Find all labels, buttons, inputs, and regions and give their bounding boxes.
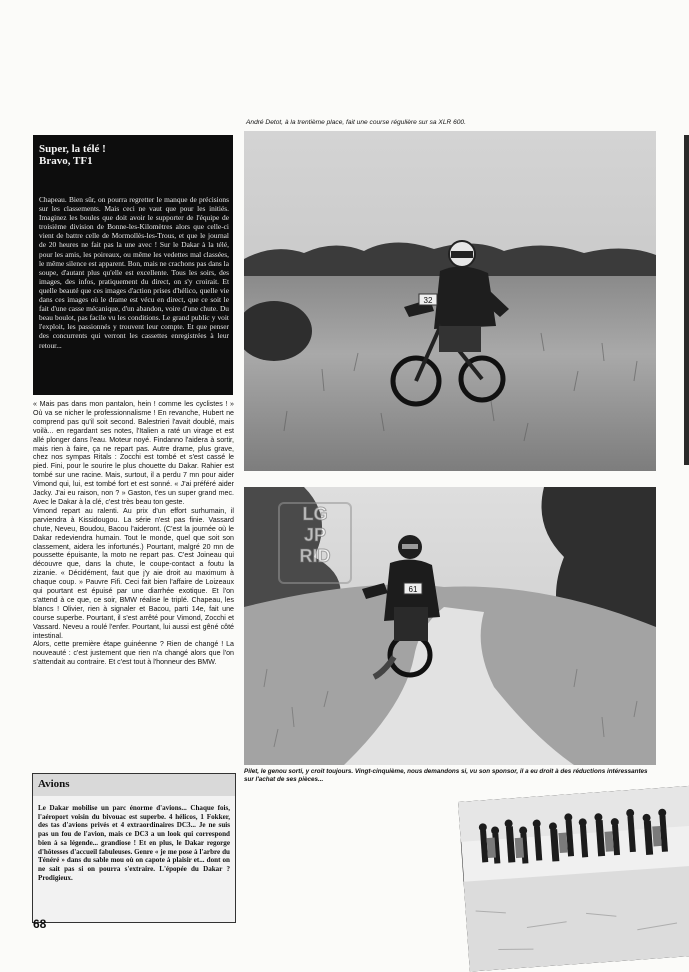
watermark-logo: LG JP RID [278, 502, 352, 584]
caption-top-photo: André Detot, à la trentième place, fait une course régulière sur sa XLR 600. [246, 119, 466, 126]
article-body [33, 400, 234, 667]
avions-box [32, 773, 236, 923]
bike-number-top: 32 [423, 296, 433, 305]
article-paragraph: Vimond repart au ralenti. Au prix d'un effort surhumain, il parviendra à Kissidougou. La série n'est pas finie. Vassard chute, Neveu, Boudou, Bacou l'aideront. (C'est la journée où le Dakar redeviendra humain. Tout le monde, quel que soit son classement, aidera les infortunés.) Pourtant, malgré 20 mn de poussette épuisante, la moto ne repart pas. C'est Joineau qui découvre que, dans la chute, le coupe-contact a foutu la zizanie. « Décidément, faut que j'y aie droit au maximum à chaque coup. » Pauvre Fifi. Ceci fait bien l'affaire de Loizeaux qui pourtant est épuisé par une diarrhée exotique. Et l'on s'attend à ce que, ce soir, BMW réalise le triplé. Chapeau, les blancs ! Olivier, rien à signaler et Bacou, parti 14e, fait une course superbe. Pourtant, il s'est arrêté pour Vimond, Zocchi et Vassard. Neveu a roulé l'enfer. Pourtant, lui aussi est gêné côté intestinal. [33, 506, 234, 640]
page-edge-strip [684, 135, 689, 465]
page-number: 68 [33, 917, 47, 931]
photo-crowd [458, 786, 689, 972]
caption-middle-photo: Pilet, le genou sorti, y croit toujours. Vingt-cinquième, nous demandons si, vu son sponsor, il a eu droit à des réductions intéressantes sur l'achat de ses pièces... [244, 768, 648, 783]
sidebar-tv-box [33, 135, 233, 395]
photo-top-rider [244, 131, 656, 471]
sidebar-title: Super, la télé ! Bravo, TF1 [39, 143, 106, 167]
bike-number-middle: 61 [408, 585, 418, 594]
article-paragraph: « Mais pas dans mon pantalon, hein ! comme les cyclistes ! » Où va se nicher le professionnalisme ! En revanche, Hubert ne comprend pas qu'il soit second. Balestrieri l'avait doublé, mais voilà... en regardant ses notes, l'Italien a raté un virage et est allé plonger dans l'eau. Moteur noyé. Findanno l'aidera à sortir, mais rien à faire, ça ne repart pas. Autre drame, plus grave, chez nos sympas Ritals : Zocchi est tombé et s'est cassé le pied. Fini, pour le sourire le plus chouette du Dakar. Rahier est tombé sur une racine. Mais, surtout, il a perdu 7 mn pour aider Vimond qui, lui, est tombé fort et est sonné. « J'ai préféré aider Jacky. J'ai eu raison, non ? » Gaston, t'es un super grand mec. Avec le Dakar à la clé, c'est très beau ton geste. [33, 400, 234, 506]
avions-body: Le Dakar mobilise un parc énorme d'avions... Chaque fois, l'aéroport voisin du bivouac est superbe. 4 hélicos, 1 Fokker, des tas d'avions privés et 4 extraordinaires DC3... Je ne suis pas un fou de l'avion, mais ce DC3 a un look qui correspond bien à sa légende... grandiose ! Et en plus, le Dakar regorge d'hôtesses d'accueil fabuleuses. Genre « je me pose à l'arbre du Ténéré » dans du sable mou où on capote à plaisir et... dont on ne sait pas si on pourra s'extraire. L'épopée du Dakar ? Prodigieux. [38, 804, 230, 882]
sidebar-body: Chapeau. Bien sûr, on pourra regretter le manque de précisions sur les classements. Mais ceci ne vaut que pour les initiés. Imaginez les boules que doit avoir le supporter de l'équipe de troisième division de Bonne-les-Kilomètres alors que celle-ci vient de battre celle de Mormollès-les-Trous, et que le journal de 20 heures ne fait pas la une avec ! Sur le Dakar à la télé, pour les amis, les poireaux, ou même les vedettes mal classées, le même silence est apparent. Bon, mais ne crachons pas dans la soupe, d'autant plus qu'elle est excellente. Tous les soirs, des images, des infos, pratiquement du direct, on s'y croirait. Et quelle beauté que ces images d'action prises d'hélico, quelle vie dans ces images où le drame est vécu en direct, que ce soit le fait d'une casse mécanique, d'un abandon, voire d'une chute. Du beau boulot, pas facile vu les conditions. Le grand public y voit l'exploit, les passionnés y trouvent leur compte. Et que penser des concurrents qui verront les cassettes enregistrées à leur retour... [39, 195, 229, 350]
avions-title: Avions [38, 778, 70, 790]
article-paragraph: Alors, cette première étape guinéenne ? Rien de changé ! La nouveauté : c'est justement que rien n'a changé alors que l'on s'attendait au contraire. Et c'est tout à l'honneur des BMW. [33, 640, 234, 667]
